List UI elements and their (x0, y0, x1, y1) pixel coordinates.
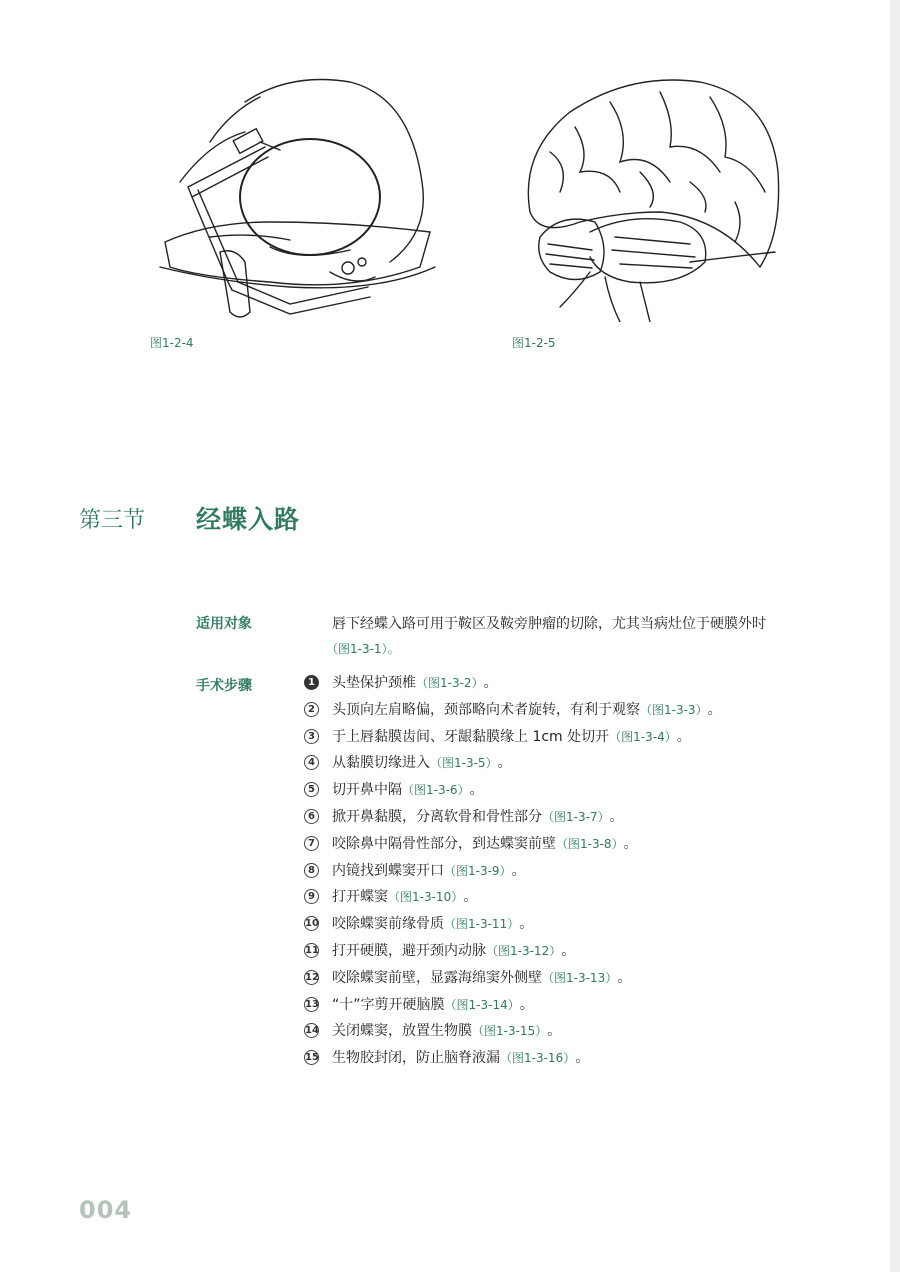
step-figure-ref: （图1-3-12） (486, 943, 562, 958)
indication-text: 唇下经蝶入路可用于鞍区及鞍旁肿瘤的切除，尤其当病灶位于硬膜外时 (332, 616, 766, 632)
step-text: “十”字剪开硬脑膜 (332, 996, 445, 1013)
step-text: 咬除鼻中隔骨性部分，到达蝶窦前壁 (332, 835, 556, 852)
step-item (304, 968, 722, 995)
figure-1-2-5 (520, 72, 785, 322)
step-number: 8 (304, 863, 319, 878)
step-figure-ref: （图1-3-8） (556, 836, 624, 851)
step-item (304, 1048, 722, 1075)
step-end: 。 (707, 701, 722, 718)
step-text: 头顶向左肩略偏，颈部略向术者旋转，有利于观察 (332, 701, 640, 718)
figure-1-2-4 (150, 72, 440, 332)
indication-ref: （图1-3-1）。 (326, 642, 400, 656)
step-text: 从黏膜切缘进入 (332, 755, 430, 772)
section-number: 第三节 (79, 508, 146, 533)
step-item (304, 727, 722, 754)
step-number: 7 (304, 836, 319, 851)
step-figure-ref: （图1-3-9） (444, 863, 512, 878)
step-number: 9 (304, 889, 319, 904)
section-title: 经蝶入路 (196, 505, 301, 534)
indication-label: 适用对象 (196, 616, 252, 632)
page-edge (890, 0, 900, 1272)
step-end: 。 (623, 835, 638, 852)
step-text: 咬除蝶窦前壁，显露海绵窦外侧壁 (332, 969, 542, 986)
step-figure-ref: （图1-3-15） (472, 1024, 548, 1039)
step-number: 10 (305, 918, 319, 930)
step-item (304, 914, 722, 941)
step-end: 。 (617, 969, 632, 986)
step-number: 13 (305, 998, 319, 1010)
step-item (304, 807, 722, 834)
step-text: 切开鼻中隔 (332, 782, 402, 799)
step-number: 4 (304, 755, 319, 770)
step-item (304, 887, 722, 914)
step-end: 。 (519, 916, 534, 933)
step-number: 3 (304, 729, 319, 744)
step-end: 。 (519, 996, 534, 1013)
step-item (304, 834, 722, 861)
page-number: 004 (79, 1196, 133, 1224)
step-end: 。 (483, 675, 498, 691)
step-end: 。 (463, 889, 478, 906)
step-text: 关闭蝶窦，放置生物膜 (332, 1023, 472, 1040)
figure-caption: 图1-2-5 (512, 336, 556, 350)
brain-illustration (520, 72, 785, 322)
step-item (304, 995, 722, 1022)
step-text: 打开蝶窦 (332, 889, 388, 906)
head-fixation-frame-illustration (150, 72, 440, 332)
step-figure-ref: （图1-3-10） (388, 890, 464, 905)
step-end: 。 (575, 1050, 590, 1067)
step-end: 。 (497, 755, 512, 772)
step-figure-ref: （图1-3-7） (542, 809, 610, 824)
step-figure-ref: （图1-3-11） (444, 917, 520, 932)
step-item (304, 861, 722, 888)
step-item (304, 780, 722, 807)
step-figure-ref: （图1-3-14） (444, 997, 520, 1012)
step-text: 生物胶封闭，防止脑脊液漏 (332, 1050, 500, 1067)
step-figure-ref: （图1-3-6） (402, 783, 470, 798)
step-number: 2 (304, 702, 319, 717)
step-figure-ref: （图1-3-4） (609, 729, 677, 744)
step-number: 1 (304, 675, 319, 690)
step-number: 11 (305, 944, 319, 956)
step-figure-ref: （图1-3-16） (500, 1051, 576, 1066)
step-text: 打开硬膜，避开颈内动脉 (332, 942, 486, 959)
step-end: 。 (469, 782, 484, 799)
step-end: 。 (547, 1023, 562, 1040)
step-item (304, 1021, 722, 1048)
step-number: 6 (304, 809, 319, 824)
step-number: 5 (304, 782, 319, 797)
step-item (304, 673, 722, 700)
step-text: 于上唇黏膜齿间、牙龈黏膜缘上 1cm 处切开 (332, 728, 610, 745)
step-end: 。 (511, 862, 526, 879)
step-item (304, 941, 722, 968)
step-text: 内镜找到蝶窦开口 (332, 862, 444, 879)
step-figure-ref: （图1-3-3） (640, 702, 708, 717)
step-item (304, 753, 722, 780)
step-text: 掀开鼻黏膜，分离软骨和骨性部分 (332, 808, 542, 825)
step-end: 。 (561, 942, 576, 959)
step-figure-ref: （图1-3-13） (542, 970, 618, 985)
step-text: 头垫保护颈椎 (332, 675, 416, 691)
step-figure-ref: （图1-3-2） (416, 676, 484, 690)
step-end: 。 (609, 808, 624, 825)
steps-label: 手术步骤 (196, 678, 252, 694)
step-figure-ref: （图1-3-5） (430, 756, 498, 771)
step-text: 咬除蝶窦前缘骨质 (332, 916, 444, 933)
step-item (304, 700, 722, 727)
steps-list (304, 673, 722, 1075)
figure-caption: 图1-2-4 (150, 336, 194, 350)
step-number: 15 (305, 1052, 319, 1064)
step-number: 14 (305, 1025, 319, 1037)
step-number: 12 (305, 971, 319, 983)
step-end: 。 (676, 728, 691, 745)
